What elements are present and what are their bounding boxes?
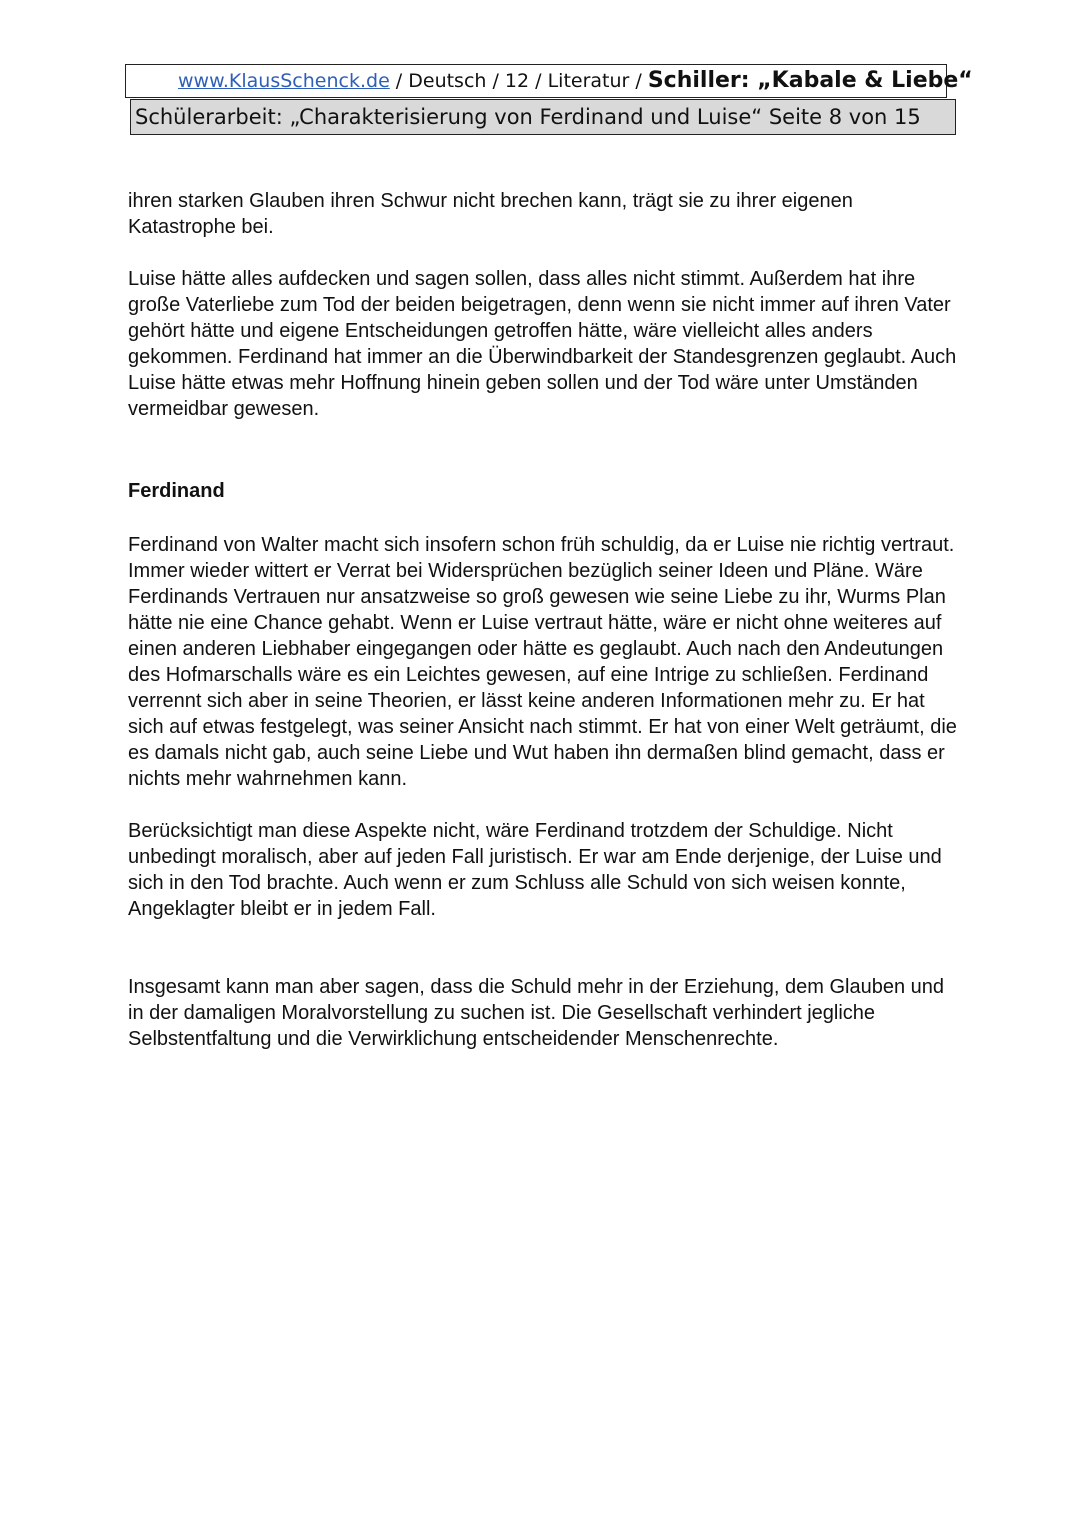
header-subtitle-bar bbox=[130, 99, 956, 135]
document-body bbox=[128, 188, 958, 1052]
section-heading-ferdinand: Ferdinand bbox=[128, 480, 225, 502]
work-title: Schiller: „Kabale & Liebe“ bbox=[647, 68, 973, 93]
website-link[interactable]: www.KlausSchenck.de bbox=[178, 70, 390, 92]
header-title-bar bbox=[125, 64, 973, 98]
document-subtitle: Schülerarbeit: „Charakterisierung von Ferdinand und Luise“ Seite 8 von 15 bbox=[135, 105, 921, 129]
paragraph-4: Berücksichtigt man diese Aspekte nicht, wäre Ferdinand trotzdem der Schuldige. Nicht unbedingt moralisch, aber auf jeden Fall juristisch. Er war am Ende derjenige, der Luise und sich in den Tod brachte. Auch wenn er zum Schluss alle Schuld von sich weisen konnte, Angeklagter bleibt er in jedem Fall. bbox=[128, 820, 942, 920]
breadcrumb: / Deutsch / 12 / Literatur / bbox=[389, 70, 648, 92]
paragraph-1: ihren starken Glauben ihren Schwur nicht brechen kann, trägt sie zu ihrer eigenen Katastrophe bei. bbox=[128, 190, 853, 238]
paragraph-3: Ferdinand von Walter macht sich insofern schon früh schuldig, da er Luise nie richtig vertraut. Immer wieder wittert er Verrat bei Widersprüchen bezüglich seiner Ideen und Pläne. Wäre Ferdinands Vertrauen nur ansatzweise so groß gewesen wie seine Liebe zu ihr, Wurms Plan hätte nie eine Chance gehabt. Wenn er Luise vertraut hätte, wäre er nicht ohne weiteres auf einen anderen Liebhaber eingegangen oder hätte es geglaubt. Auch nach den Andeutungen des Hofmarschalls wäre es ein Leichtes gewesen, auf eine Intrige zu schließen. Ferdinand verrennt sich aber in seine Theorien, er lässt keine anderen Informationen mehr zu. Er hat sich auf etwas festgelegt, was seiner Ansicht nach stimmt. Er hat von einer Welt geträumt, die es damals nicht gab, auch seine Liebe und Wut haben ihn dermaßen blind gemacht, dass er nichts mehr wahrnehmen kann. bbox=[128, 534, 957, 790]
paragraph-5: Insgesamt kann man aber sagen, dass die Schuld mehr in der Erziehung, dem Glauben und in der damaligen Moralvorstellung zu suchen ist. Die Gesellschaft verhindert jegliche Selbstentfaltung und die Verwirklichung entscheidender Menschenrechte. bbox=[128, 976, 945, 1050]
paragraph-2: Luise hätte alles aufdecken und sagen sollen, dass alles nicht stimmt. Außerdem hat ihre große Vaterliebe zum Tod der beiden beigetragen, denn wenn sie nicht immer auf ihren Vater gehört hätte und eigene Entscheidungen getroffen hätte, wäre vielleicht alles anders gekommen. Ferdinand hat immer an die Überwindbarkeit der Standesgrenzen geglaubt. Auch Luise hätte etwas mehr Hoffnung hinein geben sollen und der Tod wäre unter Umständen vermeidbar gewesen. bbox=[128, 268, 957, 420]
